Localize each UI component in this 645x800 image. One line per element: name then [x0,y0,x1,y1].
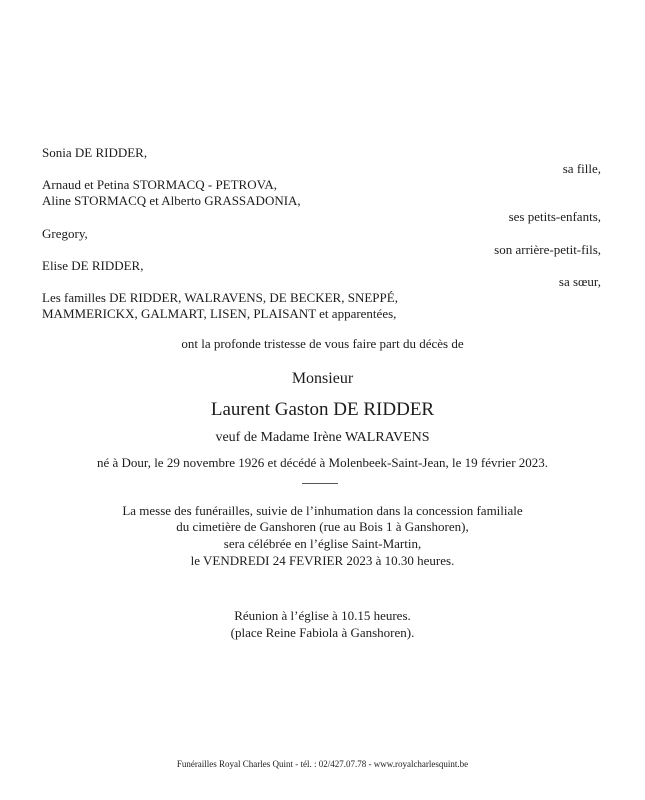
grandchildren-line-1: Arnaud et Petina STORMACQ - PETROVA, [42,177,277,192]
ceremony-line-4: le VENDREDI 24 FEVRIER 2023 à 10.30 heures. [190,553,455,568]
great-grandson-role: son arrière-petit-fils, [494,242,601,257]
meeting-line-2: (place Reine Fabiola à Ganshoren). [230,625,415,640]
sister-role: sa sœur, [558,274,601,289]
families-line-1: Les familles DE RIDDER, WALRAVENS, DE BECKER, SNEPPÉ, [42,290,398,305]
ceremony-line-1: La messe des funérailles, suivie de l’inhumation dans la concession familiale [122,503,523,518]
announcement-text: ont la profonde tristesse de vous faire part du décès de [181,336,464,351]
section-divider [302,483,338,484]
widower-line: veuf de Madame Irène WALRAVENS [215,430,430,445]
deceased-title: Monsieur [291,370,354,387]
deceased-name: Laurent Gaston DE RIDDER [210,399,435,420]
ceremony-line-3: sera célébrée en l’église Saint-Martin, [223,536,422,551]
daughter-role: sa fille, [562,161,601,176]
great-grandson-name: Gregory, [42,226,88,241]
daughter-name: Sonia DE RIDDER, [42,145,148,160]
funeral-home-footer: Funérailles Royal Charles Quint - tél. : 02/427.07.78 - www.royalcharlesquint.be [176,759,469,769]
sister-name: Elise DE RIDDER, [42,258,144,273]
meeting-line-1: Réunion à l’église à 10.15 heures. [234,608,411,623]
families-line-2: MAMMERICKX, GALMART, LISEN, PLAISANT et apparentées, [42,306,397,321]
birth-death-dates: né à Dour, le 29 novembre 1926 et décédé à Molenbeek-Saint-Jean, le 19 février 2023. [96,455,549,470]
ceremony-line-2: du cimetière de Ganshoren (rue au Bois 1 à Ganshoren), [176,519,469,534]
grandchildren-line-2: Aline STORMACQ et Alberto GRASSADONIA, [42,193,301,208]
grandchildren-role: ses petits-enfants, [508,209,601,224]
